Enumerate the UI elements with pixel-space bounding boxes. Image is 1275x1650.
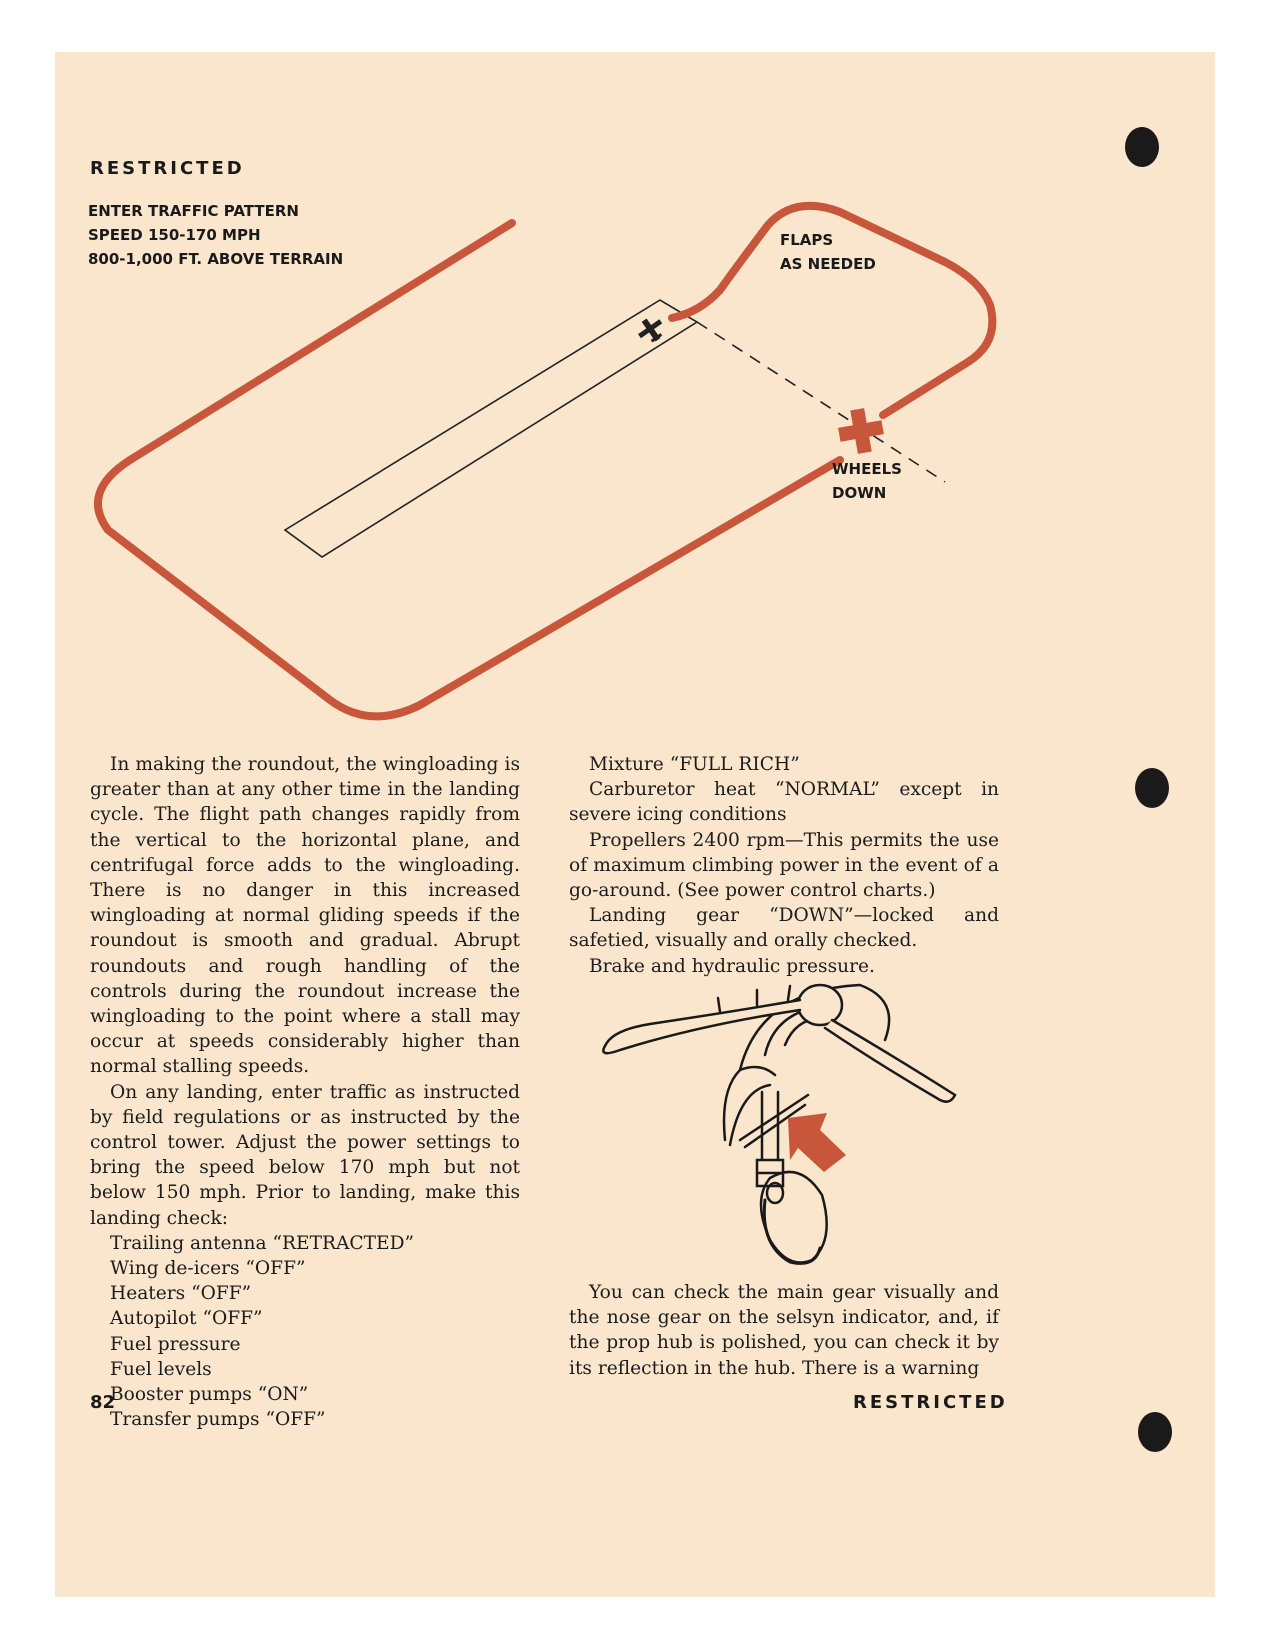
paragraph: On any landing, enter traffic as instructed by field regulations or as instructed by the control tower. Adjust the power settings to bring the speed below 170 mph but not below 150 mph. Prior to landing, make this landing check: xyxy=(90,1081,520,1229)
header-restricted: RESTRICTED xyxy=(90,158,245,179)
wheels-down-marker xyxy=(836,406,887,457)
red-arrow-indicator xyxy=(788,1113,846,1172)
checklist-item: Fuel pressure xyxy=(110,1333,241,1355)
checklist-item: Fuel levels xyxy=(110,1358,212,1380)
wheels-down-label: WHEELS DOWN xyxy=(832,460,902,502)
right-column-paragraph xyxy=(569,1280,999,1381)
paragraph: You can check the main gear visually and the nose gear on the selsyn indicator, and, if the prop hub is polished, you can check it by its reflection in the hub. There is a warning xyxy=(569,1282,999,1379)
checklist-item: Propellers 2400 rpm—This permits the use of maximum climbing power in the event of a go-around. (See power control charts.) xyxy=(569,829,999,902)
checklist-item: Booster pumps “ON” xyxy=(110,1384,309,1406)
right-column-checklist xyxy=(569,752,999,979)
runway xyxy=(285,300,697,557)
checklist-item: Carburetor heat “NORMAL” except in severe icing conditions xyxy=(569,779,999,826)
paragraph: In making the roundout, the wingloading is greater than at any other time in the landing cycle. The flight path changes rapidly from the vertical to the horizontal plane, and centrifugal force adds to the wingloading. There is no danger in this increased wingloading at normal gliding speeds if the roundout is smooth and gradual. Abrupt roundouts and rough handling of the controls during the roundout increase the wingloading to the point where a stall may occur at speeds considerably higher than normal stalling speeds. xyxy=(90,754,520,1078)
page-number: 82 xyxy=(90,1392,116,1413)
checklist-item: Wing de-icers “OFF” xyxy=(110,1258,306,1280)
checklist-item: Landing gear “DOWN”—locked and safetied, visually and orally checked. xyxy=(569,905,999,952)
checklist-item: Transfer pumps “OFF” xyxy=(110,1409,326,1431)
airplane-icon xyxy=(633,313,668,348)
checklist-item: Autopilot “OFF” xyxy=(110,1308,263,1330)
enter-traffic-label: ENTER TRAFFIC PATTERN SPEED 150-170 MPH 800-1,000 FT. ABOVE TERRAIN xyxy=(88,202,344,268)
checklist-item: Mixture “FULL RICH” xyxy=(589,754,800,775)
checklist-item: Heaters “OFF” xyxy=(110,1283,252,1305)
checklist-item: Brake and hydraulic pressure. xyxy=(589,955,875,977)
traffic-pattern-path xyxy=(98,223,840,716)
landing-gear-illustration xyxy=(603,985,955,1263)
footer-restricted: RESTRICTED xyxy=(853,1392,1008,1413)
checklist-item: Trailing antenna “RETRACTED” xyxy=(110,1232,415,1254)
left-column xyxy=(90,752,520,1432)
flaps-label: FLAPS AS NEEDED xyxy=(780,231,876,273)
